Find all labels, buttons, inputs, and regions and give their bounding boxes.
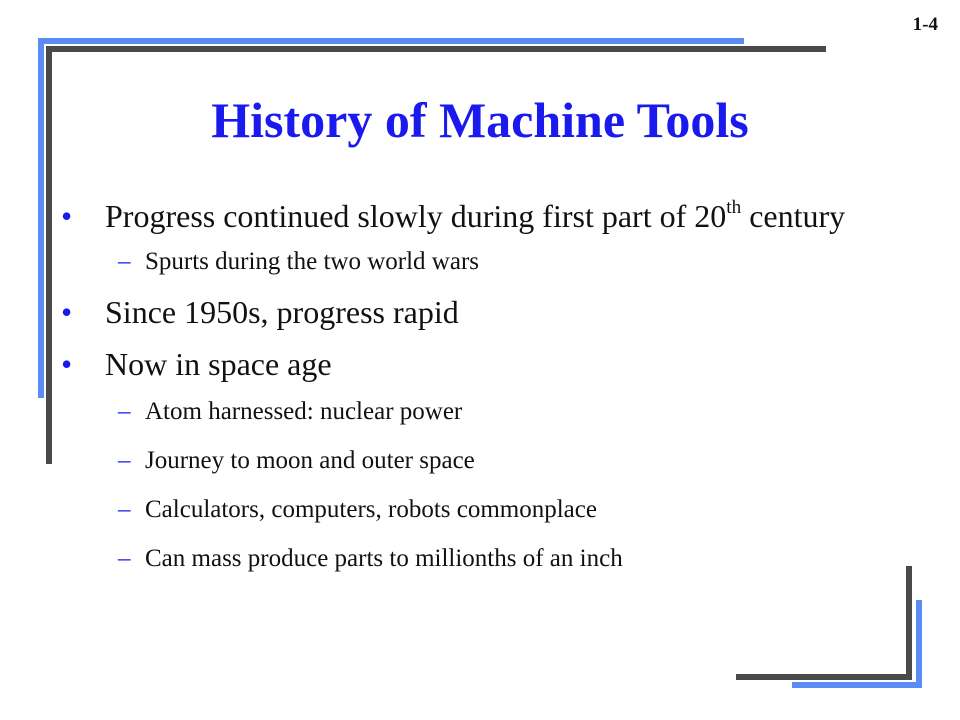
frame-top-gray-bar bbox=[50, 46, 826, 52]
sub-bullet-marker: – bbox=[118, 496, 131, 523]
slide-title: History of Machine Tools bbox=[211, 92, 749, 148]
sub-bullet-marker: – bbox=[118, 545, 131, 572]
bullet-text: Now in space age bbox=[105, 346, 332, 382]
frame-top-blue-bar bbox=[38, 38, 744, 44]
bullet-text-continued: century bbox=[741, 198, 846, 234]
frame-right-gray-bar bbox=[906, 566, 912, 680]
sub-bullet-marker: – bbox=[118, 398, 131, 425]
frame-left-blue-bar bbox=[38, 38, 44, 398]
bullet-list bbox=[60, 196, 900, 575]
sub-bullet-text: Spurts during the two world wars bbox=[145, 248, 479, 275]
sub-bullet-text: Calculators, computers, robots commonplace bbox=[145, 496, 597, 523]
frame-right-blue-bar bbox=[916, 600, 922, 688]
sub-bullet-item bbox=[118, 494, 900, 526]
bullet-item bbox=[60, 196, 900, 236]
bullet-text: Since 1950s, progress rapid bbox=[105, 294, 459, 330]
frame-bottom-blue-bar bbox=[792, 682, 922, 688]
sub-bullet-text: Atom harnessed: nuclear power bbox=[145, 398, 463, 425]
sub-bullet-item bbox=[118, 396, 900, 428]
bullet-marker: • bbox=[61, 198, 73, 234]
bullet-item bbox=[60, 344, 900, 384]
bullet-text: Progress continued slowly during first part of 20 bbox=[105, 198, 727, 234]
superscript: th bbox=[726, 197, 742, 219]
sub-bullet-text: Can mass produce parts to millionths of an inch bbox=[145, 545, 623, 572]
sub-bullet-text: Journey to moon and outer space bbox=[145, 447, 475, 474]
frame-bottom-gray-bar bbox=[736, 674, 912, 680]
sub-bullet-item bbox=[118, 246, 900, 278]
sub-bullet-item bbox=[118, 445, 900, 477]
bullet-marker: • bbox=[61, 346, 73, 382]
bullet-marker: • bbox=[61, 294, 73, 330]
sub-bullet-marker: – bbox=[118, 447, 131, 474]
sub-bullet-item bbox=[118, 543, 900, 575]
sub-bullet-marker: – bbox=[118, 248, 131, 275]
slide-number: 1-4 bbox=[912, 14, 938, 35]
bullet-item bbox=[60, 292, 900, 332]
